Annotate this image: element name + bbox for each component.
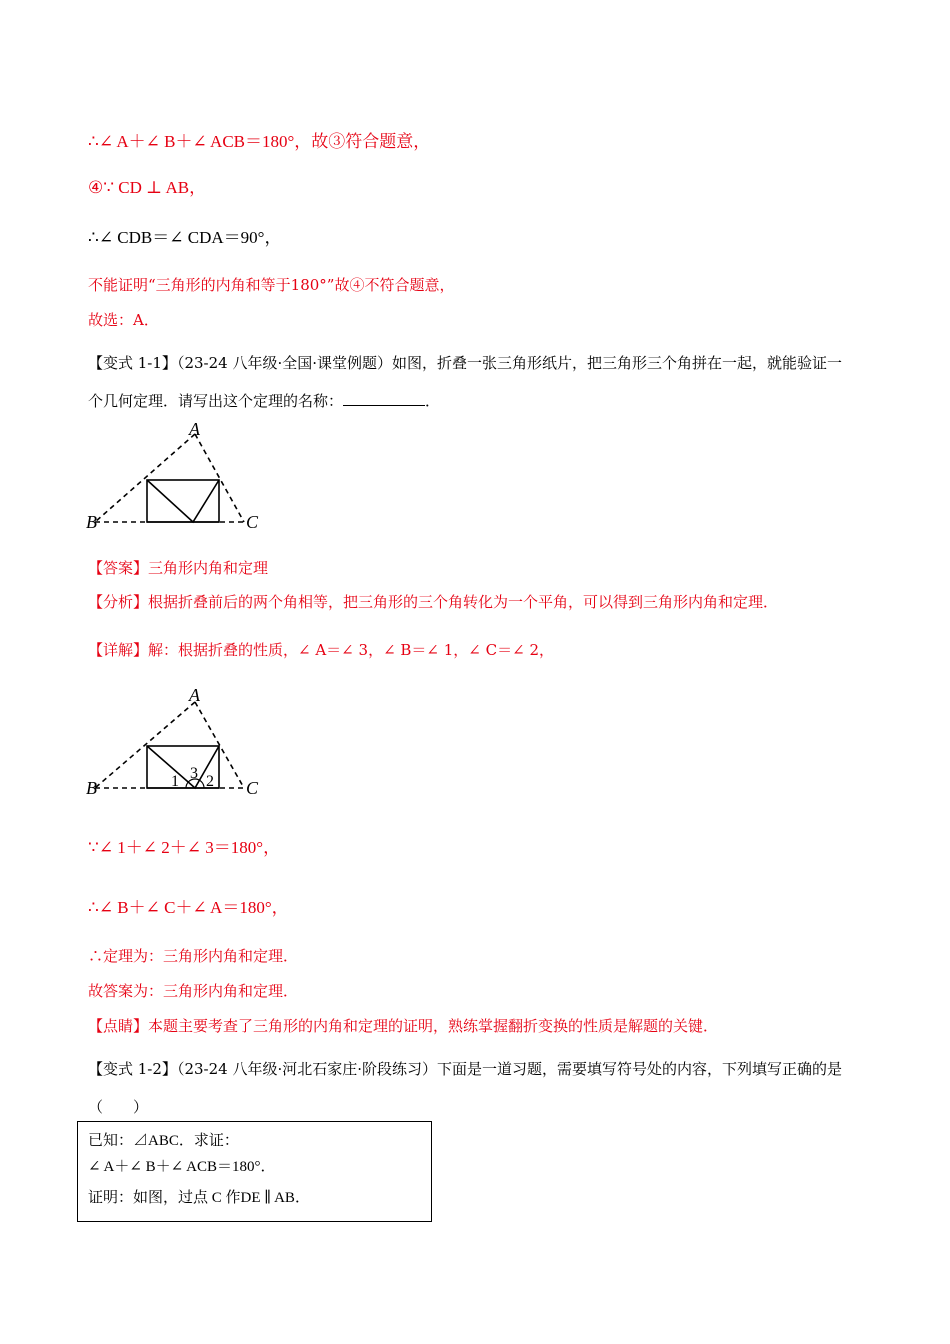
fig1-label-c: C: [246, 512, 259, 530]
fig2-label-a: A: [189, 685, 200, 705]
analysis-line: [88, 592, 778, 612]
variant-1-2-text: （23-24 八年级·河北石家庄·阶段练习）下面是一道习题，需要填写符号处的内容，下列填写正确的是（ ）: [88, 1060, 842, 1116]
tip-text: 本题主要考查了三角形的内角和定理的证明，熟练掌握翻折变换的性质是解题的关键．: [148, 1017, 719, 1035]
fold-figure-1: [82, 418, 272, 530]
tip-label: 【点睛】: [88, 1017, 149, 1035]
angle-label-1: 1: [171, 773, 179, 790]
answer-label: 【答案】: [88, 559, 149, 577]
proof-line-1: ∴∠ A＋∠ B＋∠ ACB＝180°，故③符合题意，: [88, 132, 431, 151]
angle-label-2: 2: [206, 773, 214, 790]
answer-line: [88, 558, 268, 578]
detail-text: 解：根据折叠的性质，∠ A＝∠ 3，∠ B＝∠ 1，∠ C＝∠ 2，: [148, 641, 554, 659]
fig2-label-b: B: [86, 778, 97, 797]
variant-1-1-end: ．: [425, 392, 441, 410]
variant-1-1-text: （23-24 八年级·全国·课堂例题）如图，折叠一张三角形纸片，把三角形三个角拼在一起，就能验证一个几何定理．请写出这个定理的名称：: [88, 354, 842, 410]
answer-blank: [343, 391, 425, 406]
variant-1-2-label: 【变式 1-2】: [88, 1060, 177, 1078]
fig1-label-a: A: [189, 419, 200, 439]
proof-line-3: ∴∠ CDB＝∠ CDA＝90°，: [88, 228, 282, 247]
dashed-side-ab: [95, 434, 195, 522]
proof-line-2: ④∵ CD ⊥ AB，: [88, 178, 207, 197]
variant-1-1: [88, 344, 853, 420]
tip-line: [88, 1016, 718, 1036]
variant-1-2: [88, 1050, 853, 1126]
problem-box: [77, 1121, 432, 1222]
choose-answer: 故选：A．: [88, 311, 159, 329]
analysis-text: 根据折叠前后的两个角相等，把三角形的三个角转化为一个平角，可以得到三角形内角和定理．: [148, 593, 779, 611]
box-proof: 证明：如图，过点 C 作DE ∥ AB．: [88, 1190, 310, 1206]
fold-figure-2: [82, 682, 272, 797]
detail-line: [88, 640, 554, 660]
detail-label: 【详解】: [88, 641, 149, 659]
fig2-label-c: C: [246, 778, 259, 797]
final-answer-line: 故答案为：三角形内角和定理．: [88, 982, 299, 1000]
sum-line: ∵∠ 1＋∠ 2＋∠ 3＝180°，: [88, 838, 281, 857]
variant-1-1-label: 【变式 1-1】: [88, 354, 177, 372]
conclusion-line: ∴∠ B＋∠ C＋∠ A＝180°，: [88, 898, 289, 917]
analysis-label: 【分析】: [88, 593, 149, 611]
answer-text: 三角形内角和定理: [148, 559, 269, 577]
proof-line-4: 不能证明“三角形的内角和等于180°”故④不符合题意，: [88, 276, 455, 294]
angle-label-3: 3: [190, 765, 198, 782]
fold-v-lines: [147, 480, 219, 522]
fig1-label-b: B: [86, 512, 97, 530]
fold-rectangle: [147, 480, 219, 522]
box-prove: ∠ A＋∠ B＋∠ ACB＝180°．: [88, 1159, 276, 1175]
box-given: 已知：⊿ABC．求证：: [88, 1133, 239, 1149]
theorem-line: ∴定理为：三角形内角和定理．: [88, 947, 299, 965]
